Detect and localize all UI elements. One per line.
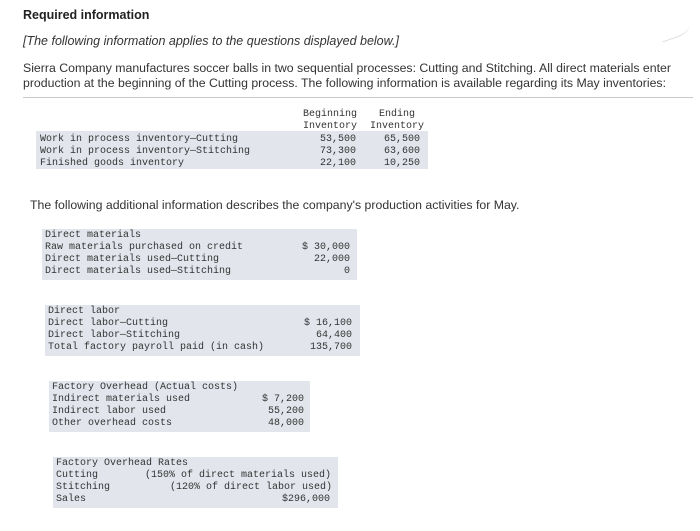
materials-row-label: Direct materials used—Cutting xyxy=(45,254,220,265)
labor-row-value: 135,700 xyxy=(309,342,352,353)
divider xyxy=(23,97,693,98)
ending-values xyxy=(364,134,420,170)
beginning-value: 53,500 xyxy=(319,134,356,145)
direct-labor-values xyxy=(288,318,352,354)
ending-value: 65,500 xyxy=(383,134,420,145)
overhead-row-label: Indirect materials used xyxy=(52,394,191,405)
overhead-row-label: Other overhead costs xyxy=(52,418,173,429)
labor-row-label: Direct labor—Cutting xyxy=(48,318,169,329)
ending-value: 10,250 xyxy=(383,158,420,169)
labor-row-value: $ 16,100 xyxy=(303,318,352,329)
inventory-label: Finished goods inventory xyxy=(40,158,185,169)
factory-overhead-title: Factory Overhead (Actual costs) xyxy=(52,382,239,393)
rates-row-label: Stitching xyxy=(56,482,111,493)
materials-row-label: Direct materials used—Stitching xyxy=(45,266,232,277)
beginning-values xyxy=(300,134,356,170)
inventory-labels xyxy=(40,134,250,170)
direct-labor-title: Direct labor xyxy=(48,306,121,317)
materials-row-value: 0 xyxy=(343,266,350,277)
factory-overhead-values xyxy=(244,394,304,430)
ending-value: 63,600 xyxy=(383,146,420,157)
materials-row-label: Raw materials purchased on credit xyxy=(45,242,244,253)
overhead-rates-values xyxy=(140,470,332,506)
labor-row-label: Direct labor—Stitching xyxy=(48,330,181,341)
rates-row-value: (150% of direct materials used) xyxy=(144,470,331,481)
required-info-heading: Required information xyxy=(23,8,150,22)
info-note: [The following information applies to the questions displayed below.] xyxy=(23,34,399,48)
ending-header: Ending Inventory xyxy=(369,109,424,132)
additional-info-text: The following additional information describes the company's production activities for May. xyxy=(30,198,520,212)
overhead-row-label: Indirect labor used xyxy=(52,406,167,417)
overhead-row-value: $ 7,200 xyxy=(261,394,304,405)
inventory-label: Work in process inventory—Stitching xyxy=(40,146,251,157)
labor-row-value: 64,400 xyxy=(315,330,352,341)
direct-materials-title: Direct materials xyxy=(45,230,142,241)
intro-paragraph: Sierra Company manufactures soccer balls in two sequential processes: Cutting and Stitching. All direct materials enter production at the beginning of the Cutting process. The following information is available regarding its May inventories: xyxy=(23,61,671,90)
materials-row-value: $ 30,000 xyxy=(301,242,350,253)
beginning-value: 22,100 xyxy=(319,158,356,169)
decorative-curve xyxy=(659,21,692,43)
beginning-header: Beginning Inventory xyxy=(302,109,357,132)
rates-row-label: Sales xyxy=(56,494,87,505)
overhead-rates-title: Factory Overhead Rates xyxy=(56,458,189,469)
materials-row-value: 22,000 xyxy=(313,254,350,265)
beginning-value: 73,300 xyxy=(319,146,356,157)
overhead-row-value: 48,000 xyxy=(267,418,304,429)
overhead-row-value: 55,200 xyxy=(267,406,304,417)
inventory-label: Work in process inventory—Cutting xyxy=(40,134,239,145)
rates-row-value: (120% of direct labor used) xyxy=(169,482,332,493)
direct-materials-values xyxy=(286,242,350,278)
rates-row-label: Cutting xyxy=(56,470,99,481)
rates-row-value: $296,000 xyxy=(281,494,330,505)
labor-row-label: Total factory payroll paid (in cash) xyxy=(48,342,265,353)
inventory-table xyxy=(36,107,428,169)
